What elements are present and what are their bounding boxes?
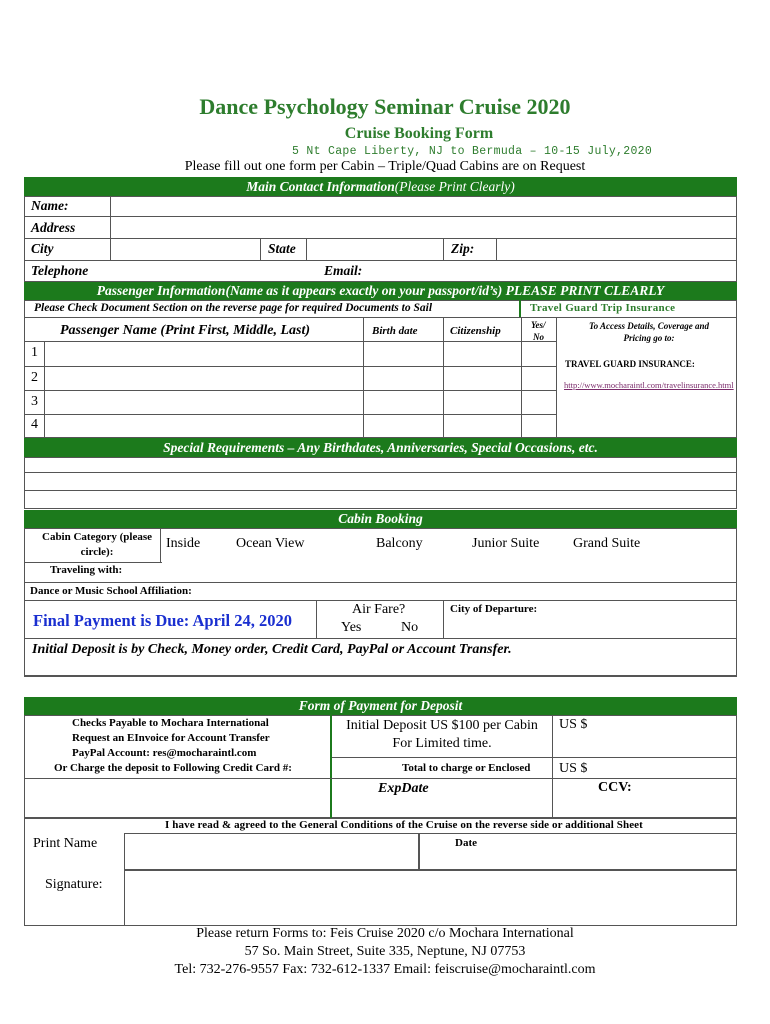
payment-header: Form of Payment for Deposit [24, 697, 737, 715]
cabin-option-junior-suite[interactable]: Junior Suite [472, 536, 540, 551]
traveling-with-field[interactable] [140, 563, 736, 581]
city-field[interactable] [112, 240, 259, 259]
signature-label: Signature: [45, 877, 103, 892]
form-title: Dance Psychology Seminar Cruise 2020 [199, 94, 571, 119]
main-contact-heading-note: (Please Print Clearly) [394, 179, 515, 194]
zip-field[interactable] [498, 240, 736, 259]
row-number: 4 [31, 417, 38, 432]
passenger-header: Passenger Information(Name as it appears exactly on your passport/id’s) PLEASE PRINT CLEARLY [24, 282, 737, 300]
telephone-field[interactable] [112, 262, 312, 281]
city-departure-label: City of Departure: [450, 603, 538, 615]
ccv-label: CCV: [598, 780, 632, 795]
air-fare-yes[interactable]: Yes [341, 620, 362, 635]
exp-date-field[interactable] [334, 798, 550, 816]
checks-payable: Checks Payable to Mochara International [72, 717, 269, 729]
row-number: 2 [31, 370, 38, 385]
col-citizenship: Citizenship [450, 325, 501, 337]
passenger-name-field[interactable] [46, 416, 362, 437]
deposit-note: Initial Deposit is by Check, Money order, Credit Card, PayPal or Account Transfer. [32, 642, 512, 657]
col-birth-date: Birth date [372, 325, 418, 337]
final-payment-due: Final Payment is Due: April 24, 2020 [33, 611, 292, 630]
footer-return-address: Please return Forms to: Feis Cruise 2020 c/o Mochara International [196, 926, 574, 941]
cabin-category-label: Cabin Category (please circle): [42, 531, 152, 558]
email-label: Email: [324, 263, 363, 278]
charge-card-label: Or Charge the deposit to Following Credit Card #: [54, 762, 292, 774]
cruise-route: 5 Nt Cape Liberty, NJ to Bermuda – 10-15 July,2020 [292, 145, 653, 158]
passenger-name-field[interactable] [46, 368, 362, 389]
total-us-label: US $ [559, 761, 588, 776]
special-requirements-field[interactable] [24, 457, 737, 509]
signature-field[interactable] [124, 870, 737, 926]
air-fare-no[interactable]: No [401, 620, 419, 635]
form-subtitle: Cruise Booking Form [344, 125, 494, 142]
address-field[interactable] [112, 218, 736, 237]
school-affiliation-label: Dance or Music School Affiliation: [30, 585, 192, 597]
travel-guard-title: Travel Guard Trip Insurance [530, 302, 676, 314]
name-field[interactable] [112, 198, 736, 215]
insurance-label: TRAVEL GUARD INSURANCE: [565, 359, 695, 369]
document-note: Please Check Document Section on the reverse page for required Documents to Sail [34, 302, 433, 314]
ccv-field[interactable] [554, 798, 736, 816]
city-departure-field[interactable] [560, 601, 736, 637]
form-instructions: Please fill out one form per Cabin – Triple/Quad Cabins are on Request [184, 159, 586, 174]
col-yes: Yes/ [531, 320, 546, 330]
special-requirements-header: Special Requirements – Any Birthdates, Anniversaries, Special Occasions, etc. [24, 438, 737, 457]
col-passenger-name: Passenger Name (Print First, Middle, Last) [60, 323, 311, 338]
paypal-account: PayPal Account: res@mocharaintl.com [72, 747, 257, 759]
cabin-option-ocean-view[interactable]: Ocean View [236, 536, 305, 551]
credit-card-number-field[interactable] [26, 780, 328, 816]
einvoice-request: Request an EInvoice for Account Transfer [72, 732, 270, 744]
passenger-name-field[interactable] [46, 343, 362, 365]
footer-contact: Tel: 732-276-9557 Fax: 732-612-1337 Email: feiscruise@mocharaintl.com [174, 962, 596, 977]
telephone-label: Telephone [31, 263, 89, 278]
footer-street-address: 57 So. Main Street, Suite 335, Neptune, NJ 07753 [244, 944, 526, 959]
access-note: To Access Details, Coverage and Pricing go to: [588, 321, 710, 343]
exp-date-label: ExpDate [378, 781, 429, 796]
state-label: State [268, 241, 296, 256]
deposit-us-label: US $ [559, 717, 588, 732]
city-label: City [31, 241, 54, 256]
date-label: Date [455, 837, 477, 849]
cabin-option-grand-suite[interactable]: Grand Suite [573, 536, 641, 551]
deposit-limited-time: For Limited time. [392, 736, 492, 751]
print-name-label: Print Name [33, 836, 98, 851]
cabin-booking-header: Cabin Booking [24, 510, 737, 528]
cabin-option-balcony[interactable]: Balcony [376, 536, 423, 551]
agreement-statement: I have read & agreed to the General Conditions of the Cruise on the reverse side or additional Sheet [165, 819, 643, 831]
air-fare-label: Air Fare? [352, 602, 406, 617]
name-label: Name: [31, 198, 69, 213]
school-affiliation-field[interactable] [220, 584, 736, 599]
address-label: Address [31, 220, 76, 235]
traveling-with-label: Traveling with: [50, 564, 123, 576]
insurance-link[interactable]: http://www.mocharaintl.com/travelinsurance.html [564, 380, 734, 390]
main-contact-heading: Main Contact Information [246, 179, 395, 194]
state-field[interactable] [308, 240, 442, 259]
email-field[interactable] [370, 262, 736, 281]
print-name-field[interactable] [124, 833, 419, 870]
row-number: 3 [31, 394, 38, 409]
total-charge-label: Total to charge or Enclosed [402, 762, 531, 774]
cabin-option-inside[interactable]: Inside [166, 536, 201, 551]
col-no: No [533, 332, 544, 342]
passenger-name-field[interactable] [46, 392, 362, 413]
total-amount-field[interactable] [590, 759, 736, 777]
row-number: 1 [31, 345, 38, 360]
main-contact-header [24, 177, 737, 196]
deposit-amount: Initial Deposit US $100 per Cabin [346, 718, 538, 733]
zip-label: Zip: [451, 241, 475, 256]
deposit-amount-field[interactable] [590, 716, 736, 756]
